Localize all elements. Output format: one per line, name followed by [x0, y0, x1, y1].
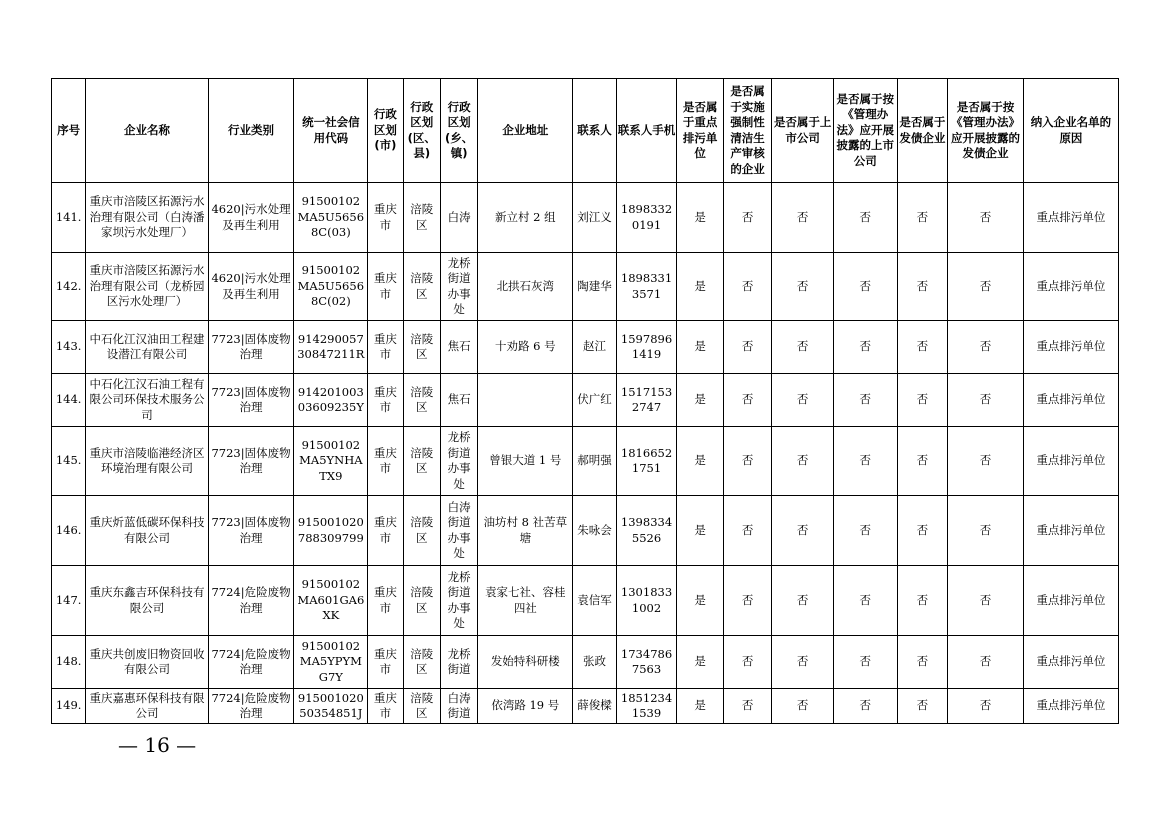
cell-listed: 否 [772, 253, 834, 321]
cell-credit-code: 91500102MA5YPYMG7Y [294, 636, 368, 689]
cell-listed-disclosure: 否 [833, 689, 897, 724]
cell-phone: 17347867563 [616, 636, 677, 689]
cell-district: 涪陵区 [403, 253, 440, 321]
cell-contact: 薛俊樑 [573, 689, 616, 724]
cell-company-name: 重庆炘蓝低碳环保科技有限公司 [86, 496, 208, 566]
cell-listed-disclosure: 否 [833, 374, 897, 427]
cell-town: 龙桥街道办事处 [440, 253, 477, 321]
cell-bond: 否 [897, 689, 948, 724]
cell-contact: 刘江义 [573, 183, 616, 253]
cell-city: 重庆市 [368, 689, 403, 724]
cell-town: 白涛 [440, 183, 477, 253]
cell-bond-disclosure: 否 [948, 183, 1024, 253]
header-bond: 是否属于发债企业 [897, 79, 948, 183]
cell-credit-code: 91500102MA5U56568C(02) [294, 253, 368, 321]
cell-bond-disclosure: 否 [948, 427, 1024, 496]
cell-address: 北拱石灰湾 [478, 253, 573, 321]
cell-bond-disclosure: 否 [948, 636, 1024, 689]
cell-phone: 18983313571 [616, 253, 677, 321]
cell-listed-disclosure: 否 [833, 183, 897, 253]
cell-company-name: 重庆市涪陵区拓源污水治理有限公司（龙桥园区污水处理厂） [86, 253, 208, 321]
cell-clean-production: 否 [723, 183, 772, 253]
cell-industry: 4620|污水处理及再生利用 [208, 183, 294, 253]
cell-district: 涪陵区 [403, 566, 440, 636]
header-contact: 联系人 [573, 79, 616, 183]
cell-listed-disclosure: 否 [833, 427, 897, 496]
cell-city: 重庆市 [368, 427, 403, 496]
cell-district: 涪陵区 [403, 636, 440, 689]
cell-credit-code: 91429005730847211R [294, 321, 368, 374]
cell-bond-disclosure: 否 [948, 253, 1024, 321]
cell-seq: 145. [52, 427, 86, 496]
cell-seq: 149. [52, 689, 86, 724]
cell-company-name: 重庆市涪陵临港经济区环境治理有限公司 [86, 427, 208, 496]
cell-contact: 朱咏会 [573, 496, 616, 566]
cell-key-polluter: 是 [677, 374, 723, 427]
cell-industry: 7723|固体废物治理 [208, 374, 294, 427]
cell-bond-disclosure: 否 [948, 566, 1024, 636]
cell-reason: 重点排污单位 [1023, 689, 1118, 724]
cell-city: 重庆市 [368, 321, 403, 374]
cell-reason: 重点排污单位 [1023, 566, 1118, 636]
cell-phone: 18983320191 [616, 183, 677, 253]
cell-industry: 7723|固体废物治理 [208, 496, 294, 566]
cell-bond-disclosure: 否 [948, 321, 1024, 374]
header-key-polluter: 是否属于重点排污单位 [677, 79, 723, 183]
cell-listed: 否 [772, 427, 834, 496]
table-row [52, 253, 1119, 321]
cell-town: 龙桥街道办事处 [440, 427, 477, 496]
cell-contact: 袁信军 [573, 566, 616, 636]
header-bond-disclosure: 是否属于按《管理办法》应开展披露的发债企业 [948, 79, 1024, 183]
header-reason: 纳入企业名单的原因 [1023, 79, 1118, 183]
header-town: 行政区划(乡、镇) [440, 79, 477, 183]
cell-credit-code: 915001020788309799 [294, 496, 368, 566]
header-clean-production: 是否属于实施强制性清洁生产审核的企业 [723, 79, 772, 183]
cell-industry: 7724|危险废物治理 [208, 689, 294, 724]
cell-clean-production: 否 [723, 566, 772, 636]
cell-listed: 否 [772, 566, 834, 636]
header-listed-disclosure: 是否属于按《管理办法》应开展披露的上市公司 [833, 79, 897, 183]
cell-district: 涪陵区 [403, 374, 440, 427]
table-row [52, 566, 1119, 636]
cell-contact: 张政 [573, 636, 616, 689]
header-address: 企业地址 [478, 79, 573, 183]
cell-listed: 否 [772, 636, 834, 689]
cell-industry: 7723|固体废物治理 [208, 427, 294, 496]
cell-company-name: 中石化江汉石油工程有限公司环保技术服务公司 [86, 374, 208, 427]
cell-bond: 否 [897, 496, 948, 566]
cell-seq: 148. [52, 636, 86, 689]
cell-key-polluter: 是 [677, 427, 723, 496]
table-row [52, 374, 1119, 427]
cell-clean-production: 否 [723, 321, 772, 374]
cell-company-name: 重庆市涪陵区拓源污水治理有限公司（白涛潘家坝污水处理厂） [86, 183, 208, 253]
cell-city: 重庆市 [368, 374, 403, 427]
cell-seq: 143. [52, 321, 86, 374]
cell-town: 焦石 [440, 374, 477, 427]
header-listed: 是否属于上市公司 [772, 79, 834, 183]
cell-credit-code: 91500102050354851J [294, 689, 368, 724]
cell-key-polluter: 是 [677, 321, 723, 374]
cell-credit-code: 91500102MA5YNHATX9 [294, 427, 368, 496]
cell-listed: 否 [772, 374, 834, 427]
cell-bond: 否 [897, 374, 948, 427]
cell-company-name: 重庆东鑫吉环保科技有限公司 [86, 566, 208, 636]
cell-clean-production: 否 [723, 496, 772, 566]
cell-company-name: 重庆共创废旧物资回收有限公司 [86, 636, 208, 689]
cell-phone: 13983345526 [616, 496, 677, 566]
cell-contact: 陶建华 [573, 253, 616, 321]
table-row [52, 321, 1119, 374]
cell-credit-code: 91500102MA601GA6XK [294, 566, 368, 636]
table-row [52, 427, 1119, 496]
header-seq: 序号 [52, 79, 86, 183]
cell-credit-code: 91500102MA5U56568C(03) [294, 183, 368, 253]
cell-city: 重庆市 [368, 496, 403, 566]
cell-phone: 18166521751 [616, 427, 677, 496]
cell-reason: 重点排污单位 [1023, 427, 1118, 496]
cell-clean-production: 否 [723, 636, 772, 689]
enterprise-table [51, 78, 1119, 724]
cell-town: 龙桥街道 [440, 636, 477, 689]
cell-phone: 13018331002 [616, 566, 677, 636]
cell-seq: 146. [52, 496, 86, 566]
cell-industry: 7723|固体废物治理 [208, 321, 294, 374]
cell-bond: 否 [897, 427, 948, 496]
cell-city: 重庆市 [368, 183, 403, 253]
cell-district: 涪陵区 [403, 496, 440, 566]
page-number: — 16 — [118, 733, 197, 757]
header-city: 行政区划(市) [368, 79, 403, 183]
cell-reason: 重点排污单位 [1023, 496, 1118, 566]
cell-reason: 重点排污单位 [1023, 253, 1118, 321]
cell-clean-production: 否 [723, 689, 772, 724]
cell-bond: 否 [897, 183, 948, 253]
cell-address: 曾银大道 1 号 [478, 427, 573, 496]
cell-seq: 142. [52, 253, 86, 321]
cell-district: 涪陵区 [403, 183, 440, 253]
cell-bond-disclosure: 否 [948, 374, 1024, 427]
cell-listed: 否 [772, 496, 834, 566]
cell-industry: 7724|危险废物治理 [208, 636, 294, 689]
cell-address: 十劝路 6 号 [478, 321, 573, 374]
header-phone: 联系人手机 [616, 79, 677, 183]
cell-bond: 否 [897, 566, 948, 636]
cell-reason: 重点排污单位 [1023, 636, 1118, 689]
cell-city: 重庆市 [368, 636, 403, 689]
cell-town: 白涛街道办事处 [440, 496, 477, 566]
cell-city: 重庆市 [368, 566, 403, 636]
header-credit-code: 统一社会信用代码 [294, 79, 368, 183]
cell-district: 涪陵区 [403, 427, 440, 496]
header-district: 行政区划(区、县) [403, 79, 440, 183]
cell-bond-disclosure: 否 [948, 689, 1024, 724]
cell-address: 油坊村 8 社苦草塘 [478, 496, 573, 566]
cell-phone: 18512341539 [616, 689, 677, 724]
cell-contact: 赵江 [573, 321, 616, 374]
cell-credit-code: 91420100303609235Y [294, 374, 368, 427]
header-company-name: 企业名称 [86, 79, 208, 183]
cell-key-polluter: 是 [677, 183, 723, 253]
cell-clean-production: 否 [723, 374, 772, 427]
cell-listed: 否 [772, 689, 834, 724]
cell-phone: 15978961419 [616, 321, 677, 374]
cell-district: 涪陵区 [403, 689, 440, 724]
cell-city: 重庆市 [368, 253, 403, 321]
cell-reason: 重点排污单位 [1023, 183, 1118, 253]
cell-reason: 重点排污单位 [1023, 321, 1118, 374]
cell-key-polluter: 是 [677, 636, 723, 689]
cell-contact: 郝明强 [573, 427, 616, 496]
cell-industry: 4620|污水处理及再生利用 [208, 253, 294, 321]
table-row [52, 183, 1119, 253]
cell-address: 发始特科研楼 [478, 636, 573, 689]
table-row [52, 636, 1119, 689]
cell-seq: 141. [52, 183, 86, 253]
cell-address [478, 374, 573, 427]
table-row [52, 496, 1119, 566]
cell-listed: 否 [772, 183, 834, 253]
cell-clean-production: 否 [723, 427, 772, 496]
cell-clean-production: 否 [723, 253, 772, 321]
cell-district: 涪陵区 [403, 321, 440, 374]
table-row [52, 689, 1119, 724]
cell-phone: 15171532747 [616, 374, 677, 427]
cell-town: 焦石 [440, 321, 477, 374]
cell-address: 新立村 2 组 [478, 183, 573, 253]
cell-address: 袁家七社、容桂四社 [478, 566, 573, 636]
cell-listed: 否 [772, 321, 834, 374]
cell-key-polluter: 是 [677, 566, 723, 636]
cell-address: 依湾路 19 号 [478, 689, 573, 724]
header-industry: 行业类别 [208, 79, 294, 183]
cell-listed-disclosure: 否 [833, 636, 897, 689]
cell-bond: 否 [897, 253, 948, 321]
cell-company-name: 中石化江汉油田工程建设潜江有限公司 [86, 321, 208, 374]
cell-seq: 147. [52, 566, 86, 636]
cell-contact: 伏广红 [573, 374, 616, 427]
cell-key-polluter: 是 [677, 496, 723, 566]
cell-bond: 否 [897, 636, 948, 689]
cell-listed-disclosure: 否 [833, 496, 897, 566]
cell-key-polluter: 是 [677, 253, 723, 321]
cell-reason: 重点排污单位 [1023, 374, 1118, 427]
cell-town: 白涛街道 [440, 689, 477, 724]
cell-town: 龙桥街道办事处 [440, 566, 477, 636]
cell-listed-disclosure: 否 [833, 253, 897, 321]
cell-key-polluter: 是 [677, 689, 723, 724]
cell-listed-disclosure: 否 [833, 566, 897, 636]
cell-listed-disclosure: 否 [833, 321, 897, 374]
cell-seq: 144. [52, 374, 86, 427]
cell-company-name: 重庆嘉惠环保科技有限公司 [86, 689, 208, 724]
cell-bond: 否 [897, 321, 948, 374]
cell-industry: 7724|危险废物治理 [208, 566, 294, 636]
header-row [52, 79, 1119, 183]
cell-bond-disclosure: 否 [948, 496, 1024, 566]
